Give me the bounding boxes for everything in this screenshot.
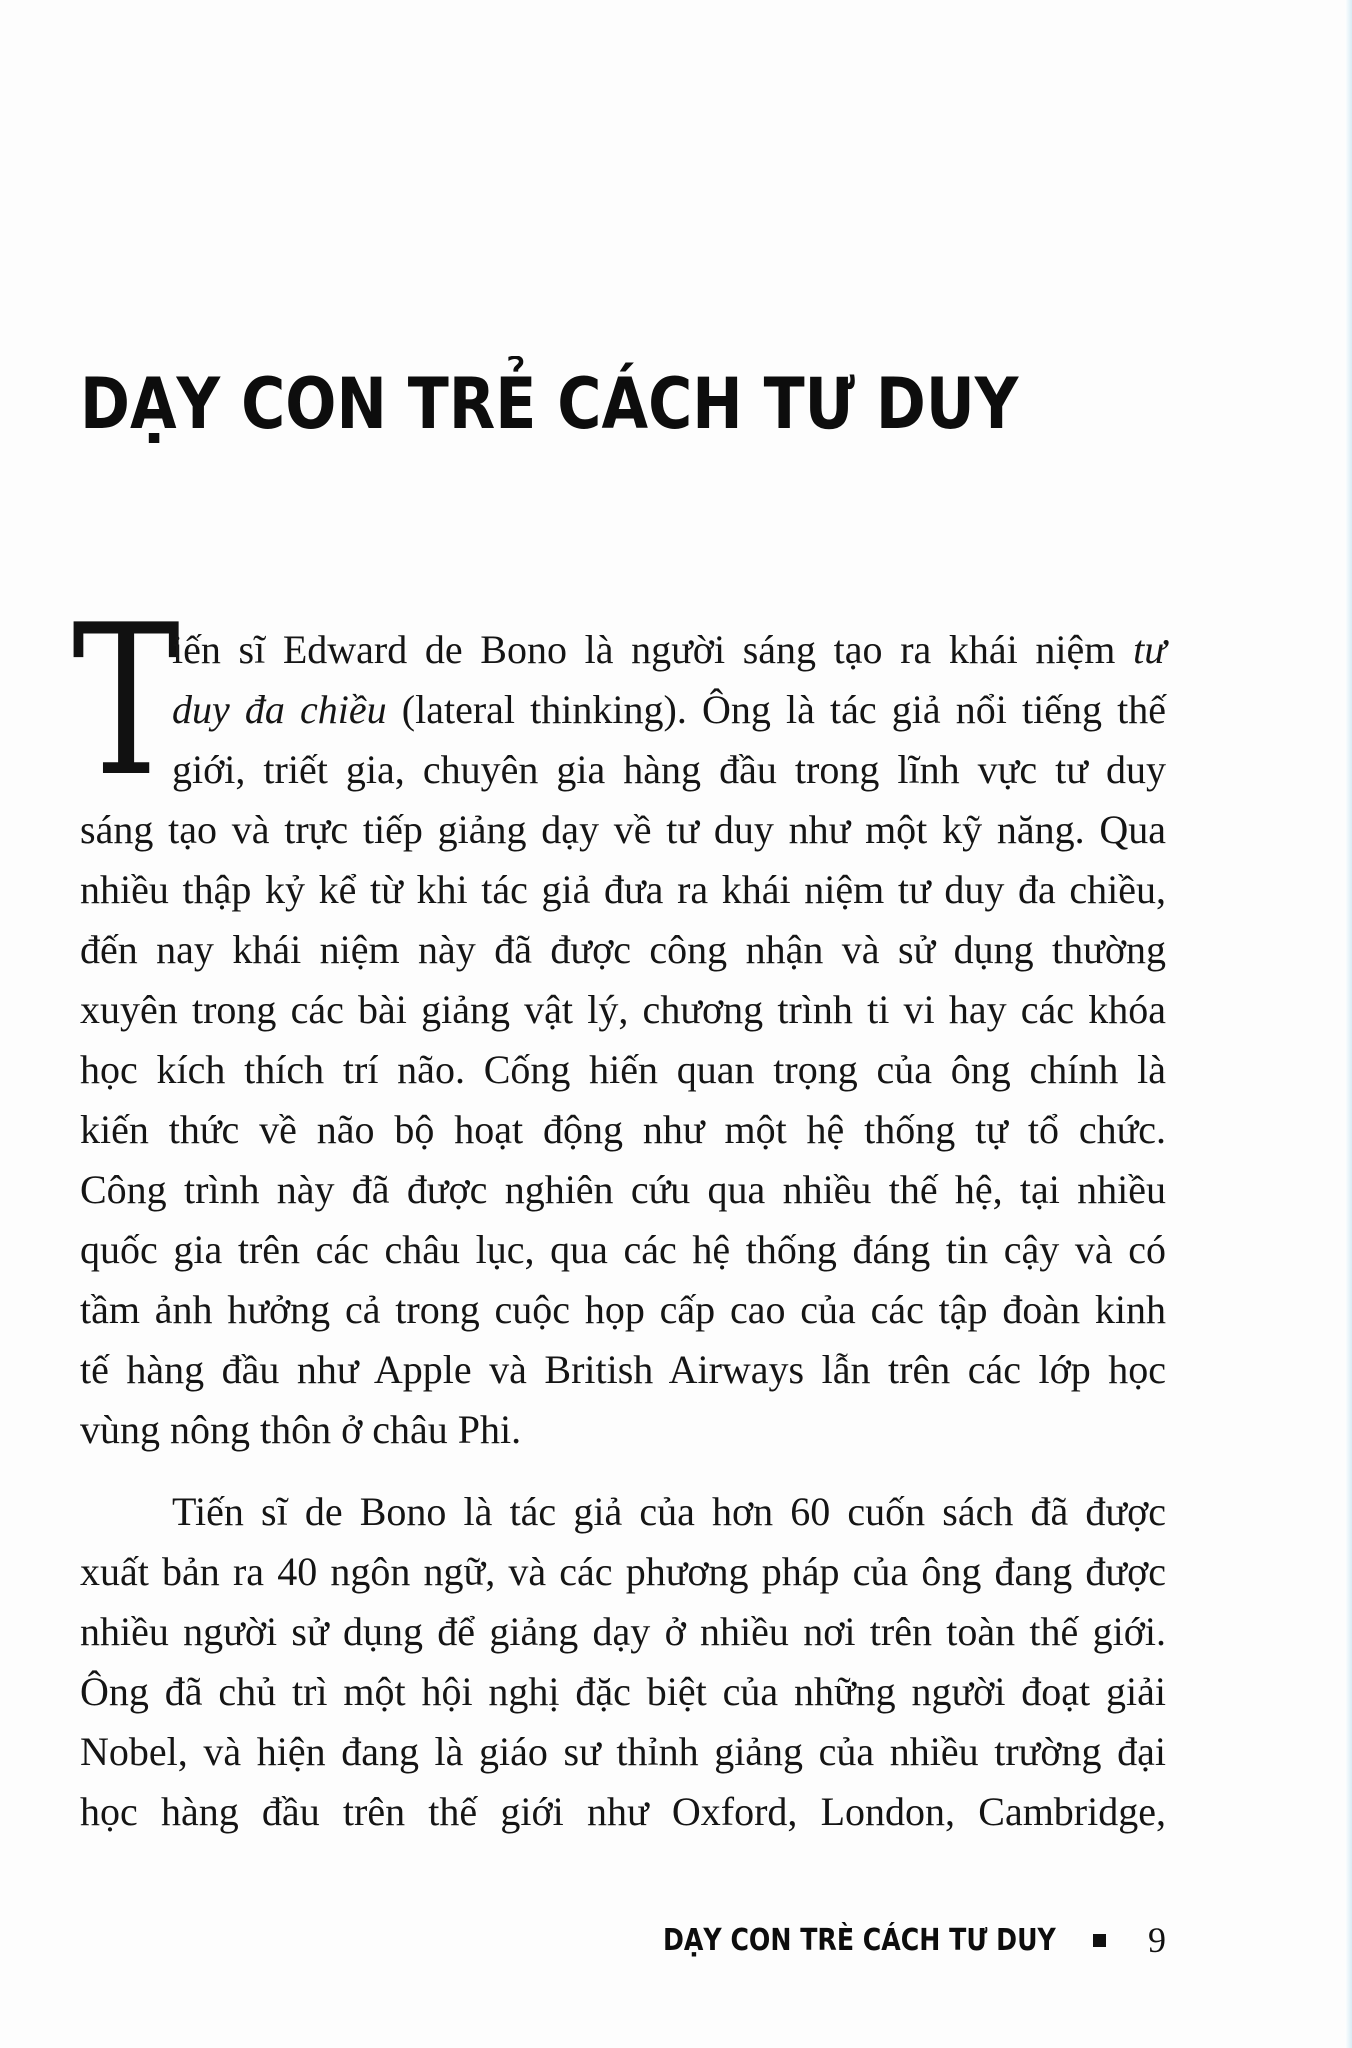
square-bullet-icon <box>1093 1934 1106 1947</box>
text-line: đến nay khái niệm này đã được công nhận và sử dụng thường <box>80 927 1166 972</box>
text-line: nhiều thập kỷ kể từ khi tác giả đưa ra khái niệm tư duy đa chiều, <box>80 867 1166 912</box>
text-line: Công trình này đã được nghiên cứu qua nhiều thế hệ, tại nhiều <box>80 1167 1166 1212</box>
running-title: DẠY CON TRÈ CÁCH TƯ DUY <box>663 1922 1056 1958</box>
line-text: iến sĩ Edward de Bono là người sáng tạo ra khái niệm <box>172 627 1116 672</box>
text-line: tầm ảnh hưởng cả trong cuộc họp cấp cao của các tập đoàn kinh <box>80 1287 1166 1332</box>
page-number: 9 <box>1148 1920 1166 1960</box>
text-line: Ông đã chủ trì một hội nghị đặc biệt của những người đoạt giải <box>80 1669 1166 1714</box>
text-line: học hàng đầu trên thế giới như Oxford, London, Cambridge, <box>80 1789 1166 1834</box>
drop-cap: T <box>72 581 181 823</box>
text-line: sáng tạo và trực tiếp giảng dạy về tư duy như một kỹ năng. Qua <box>80 807 1166 852</box>
chapter-title: DẠY CON TRẺ CÁCH TƯ DUY <box>80 362 1019 445</box>
page-footer <box>663 1918 1166 1962</box>
text-line: giới, triết gia, chuyên gia hàng đầu trong lĩnh vực tư duy <box>172 747 1166 792</box>
text-line <box>172 620 1166 680</box>
text-line: học kích thích trí não. Cống hiến quan trọng của ông chính là <box>80 1047 1166 1092</box>
text-line: Tiến sĩ de Bono là tác giả của hơn 60 cuốn sách đã được <box>172 1489 1166 1534</box>
text-line: vùng nông thôn ở châu Phi. <box>80 1407 522 1452</box>
line-text: (lateral thinking). Ông là tác giả nổi tiếng thế <box>401 687 1167 732</box>
text-line: Nobel, và hiện đang là giáo sư thỉnh giảng của nhiều trường đại <box>80 1729 1166 1774</box>
text-line: xuyên trong các bài giảng vật lý, chương trình ti vi hay các khóa <box>80 987 1166 1032</box>
italic-term: tư <box>1133 627 1167 672</box>
text-line: tế hàng đầu như Apple và British Airways lẫn trên các lớp học <box>80 1347 1166 1392</box>
text-line: nhiều người sử dụng để giảng dạy ở nhiều nơi trên toàn thế giới. <box>80 1609 1166 1654</box>
text-line: quốc gia trên các châu lục, qua các hệ thống đáng tin cậy và có <box>80 1227 1166 1272</box>
italic-term: duy đa chiều <box>172 687 387 732</box>
text-line <box>172 680 1166 740</box>
text-line: xuất bản ra 40 ngôn ngữ, và các phương pháp của ông đang được <box>80 1549 1166 1594</box>
page-edge <box>1345 0 1352 2048</box>
text-line: kiến thức về não bộ hoạt động như một hệ thống tự tổ chức. <box>80 1107 1166 1152</box>
